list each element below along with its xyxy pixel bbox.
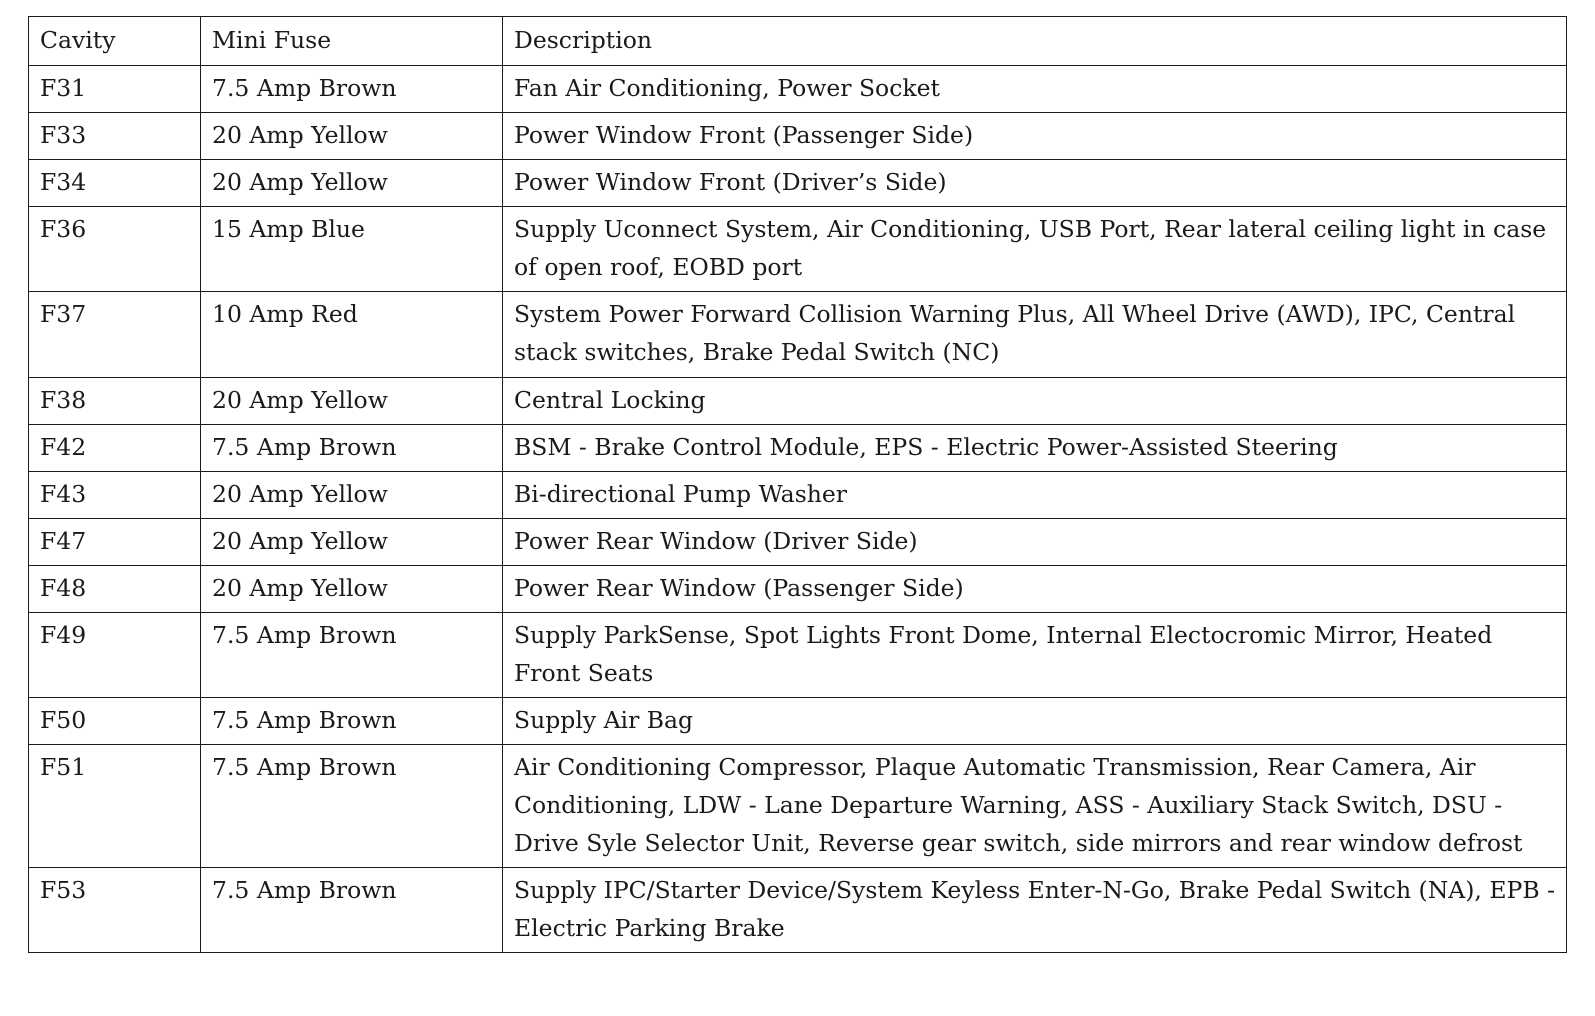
table-row bbox=[29, 207, 1567, 292]
table-row bbox=[29, 565, 1567, 612]
cell-cavity: F43 bbox=[29, 471, 201, 518]
cell-mini-fuse: 7.5 Amp Brown bbox=[201, 868, 503, 953]
cell-description: System Power Forward Collision Warning Plus, All Wheel Drive (AWD), IPC, Central stack switches, Brake Pedal Switch (NC) bbox=[503, 292, 1567, 377]
table-row bbox=[29, 292, 1567, 377]
table-row bbox=[29, 113, 1567, 160]
cell-cavity: F38 bbox=[29, 377, 201, 424]
cell-mini-fuse: 20 Amp Yellow bbox=[201, 160, 503, 207]
table-row bbox=[29, 697, 1567, 744]
table-row bbox=[29, 424, 1567, 471]
cell-description: Air Conditioning Compressor, Plaque Automatic Transmission, Rear Camera, Air Conditioning, LDW - Lane Departure Warning, ASS - Auxiliary Stack Switch, DSU - Drive Syle Selector Unit, Reverse gear switch, side mirrors and rear window defrost bbox=[503, 745, 1567, 868]
cell-description: Bi-directional Pump Washer bbox=[503, 471, 1567, 518]
cell-cavity: F31 bbox=[29, 66, 201, 113]
cell-description: Supply Uconnect System, Air Conditioning, USB Port, Rear lateral ceiling light in case of open roof, EOBD port bbox=[503, 207, 1567, 292]
table-body bbox=[29, 66, 1567, 953]
cell-cavity: F36 bbox=[29, 207, 201, 292]
cell-mini-fuse: 20 Amp Yellow bbox=[201, 377, 503, 424]
table-row bbox=[29, 471, 1567, 518]
table-row bbox=[29, 160, 1567, 207]
cell-cavity: F37 bbox=[29, 292, 201, 377]
table-row bbox=[29, 612, 1567, 697]
cell-mini-fuse: 7.5 Amp Brown bbox=[201, 745, 503, 868]
column-header-cavity: Cavity bbox=[29, 17, 201, 66]
cell-cavity: F53 bbox=[29, 868, 201, 953]
cell-mini-fuse: 20 Amp Yellow bbox=[201, 471, 503, 518]
cell-description: Supply Air Bag bbox=[503, 697, 1567, 744]
cell-cavity: F50 bbox=[29, 697, 201, 744]
cell-cavity: F48 bbox=[29, 565, 201, 612]
cell-mini-fuse: 20 Amp Yellow bbox=[201, 113, 503, 160]
cell-mini-fuse: 10 Amp Red bbox=[201, 292, 503, 377]
cell-cavity: F42 bbox=[29, 424, 201, 471]
table-row bbox=[29, 518, 1567, 565]
table-row bbox=[29, 377, 1567, 424]
cell-mini-fuse: 7.5 Amp Brown bbox=[201, 697, 503, 744]
column-header-mini-fuse: Mini Fuse bbox=[201, 17, 503, 66]
cell-description: Fan Air Conditioning, Power Socket bbox=[503, 66, 1567, 113]
cell-mini-fuse: 20 Amp Yellow bbox=[201, 518, 503, 565]
cell-description: Power Rear Window (Driver Side) bbox=[503, 518, 1567, 565]
cell-mini-fuse: 7.5 Amp Brown bbox=[201, 424, 503, 471]
table-header-row bbox=[29, 17, 1567, 66]
cell-cavity: F49 bbox=[29, 612, 201, 697]
fuse-table bbox=[28, 16, 1567, 953]
table-row bbox=[29, 66, 1567, 113]
table-row bbox=[29, 745, 1567, 868]
cell-mini-fuse: 7.5 Amp Brown bbox=[201, 612, 503, 697]
table-header bbox=[29, 17, 1567, 66]
cell-description: Power Window Front (Driver’s Side) bbox=[503, 160, 1567, 207]
cell-description: Supply ParkSense, Spot Lights Front Dome, Internal Electocromic Mirror, Heated Front Seats bbox=[503, 612, 1567, 697]
cell-mini-fuse: 15 Amp Blue bbox=[201, 207, 503, 292]
table-row bbox=[29, 868, 1567, 953]
cell-description: Supply IPC/Starter Device/System Keyless Enter-N-Go, Brake Pedal Switch (NA), EPB - Electric Parking Brake bbox=[503, 868, 1567, 953]
cell-cavity: F33 bbox=[29, 113, 201, 160]
cell-cavity: F51 bbox=[29, 745, 201, 868]
cell-description: BSM - Brake Control Module, EPS - Electric Power-Assisted Steering bbox=[503, 424, 1567, 471]
cell-mini-fuse: 20 Amp Yellow bbox=[201, 565, 503, 612]
column-header-description: Description bbox=[503, 17, 1567, 66]
cell-description: Power Window Front (Passenger Side) bbox=[503, 113, 1567, 160]
cell-cavity: F47 bbox=[29, 518, 201, 565]
cell-description: Power Rear Window (Passenger Side) bbox=[503, 565, 1567, 612]
cell-cavity: F34 bbox=[29, 160, 201, 207]
cell-description: Central Locking bbox=[503, 377, 1567, 424]
cell-mini-fuse: 7.5 Amp Brown bbox=[201, 66, 503, 113]
